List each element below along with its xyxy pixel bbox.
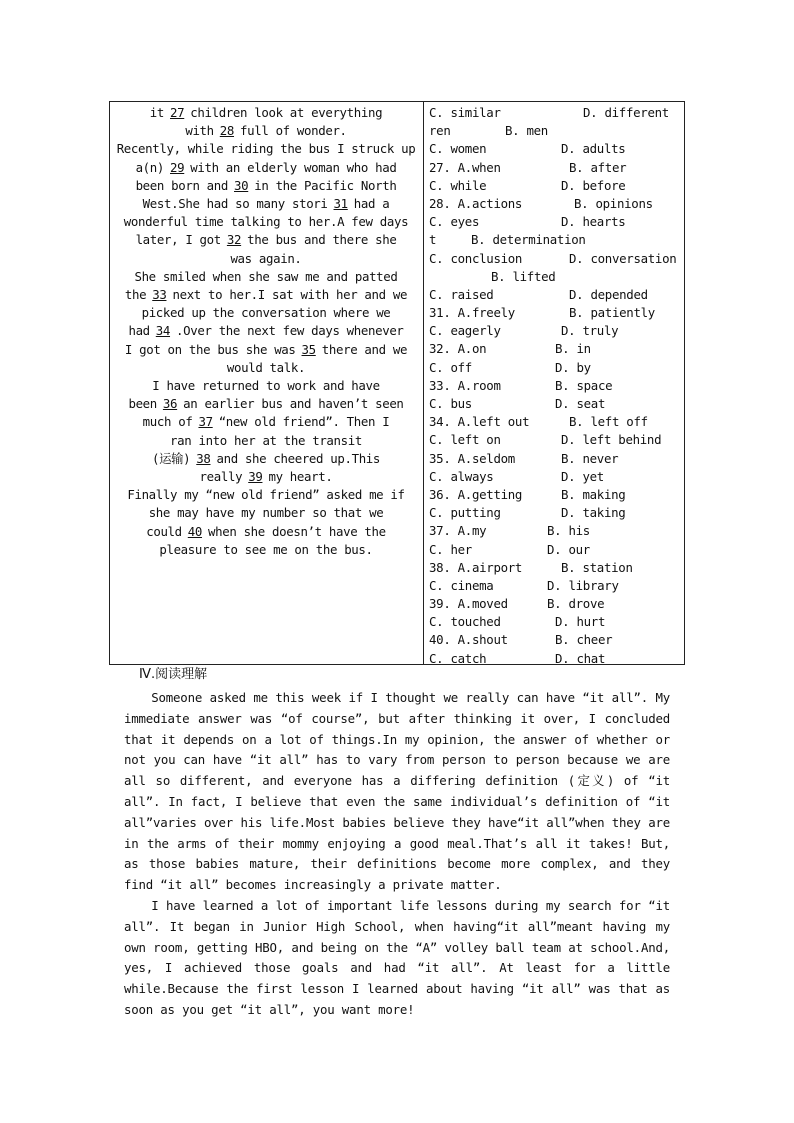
option-left: ren	[429, 123, 451, 139]
passage-text: children look at everything	[190, 105, 383, 120]
option-left: t	[429, 232, 437, 248]
passage-text: the	[124, 287, 147, 303]
option-right: B. making	[561, 486, 626, 502]
option-right: D. taking	[561, 505, 626, 521]
option-left: 33. A.room	[429, 377, 501, 393]
option-row	[429, 577, 683, 595]
cloze-passage	[114, 104, 418, 559]
option-row	[429, 159, 683, 177]
blank-number: 38	[196, 450, 211, 466]
option-right: B. left off	[569, 414, 648, 430]
passage-text: Recently, while riding the bus I struck up	[116, 141, 416, 157]
option-left: 27. A.when	[429, 159, 501, 175]
cloze-table	[109, 101, 685, 665]
option-row	[429, 486, 683, 504]
passage-line	[114, 377, 418, 395]
option-row	[429, 631, 683, 649]
blank-number: 30	[234, 177, 249, 193]
option-left: C. off	[429, 359, 472, 375]
cloze-options	[429, 104, 683, 668]
passage-text: been born and	[135, 177, 228, 193]
passage-text: West.She had so many stori	[142, 196, 328, 212]
option-right: B. after	[569, 159, 627, 175]
option-row	[429, 195, 683, 213]
option-left: 38. A.airport	[429, 559, 523, 575]
option-right: D. hearts	[561, 214, 626, 230]
option-right: B. his	[547, 523, 590, 539]
option-row	[429, 541, 683, 559]
passage-line	[114, 122, 418, 140]
option-row	[429, 413, 683, 431]
option-right: D. adults	[561, 141, 626, 157]
passage-text: an earlier bus and haven’t seen	[183, 396, 404, 412]
passage-line	[114, 450, 418, 468]
blank-number: 31	[333, 196, 348, 212]
blank-number: 32	[226, 232, 242, 248]
blank-number: 29	[170, 159, 185, 175]
passage-text: in the Pacific North	[254, 177, 397, 193]
reading-passage	[124, 688, 670, 1021]
option-right: D. before	[561, 177, 626, 193]
option-right: D. different	[583, 105, 669, 120]
passage-text: would talk.	[226, 359, 306, 375]
blank-number: 40	[187, 523, 203, 539]
option-right: B. in	[555, 341, 591, 357]
passage-text: full of wonder.	[240, 123, 347, 139]
blank-number: 34	[155, 323, 171, 339]
passage-text: I have returned to work and have	[152, 378, 380, 394]
option-left: C. eyes	[429, 214, 480, 230]
option-left: C. while	[429, 177, 487, 193]
passage-text: later, I got	[135, 232, 221, 248]
section-heading: Ⅳ.阅读理解	[139, 667, 208, 682]
option-left: 34. A.left out	[429, 414, 530, 430]
passage-text: it	[149, 105, 165, 120]
option-row	[429, 268, 683, 286]
option-right: D. left behind	[561, 432, 662, 448]
option-row	[429, 304, 683, 322]
blank-number: 35	[301, 341, 316, 357]
option-row	[429, 322, 683, 340]
passage-text: .Over the next few days whenever	[176, 323, 404, 339]
option-right: D. truly	[561, 323, 619, 339]
option-left: C. bus	[429, 396, 472, 411]
passage-text: and she cheered up.This	[216, 450, 381, 466]
option-row	[429, 450, 683, 468]
option-row	[429, 122, 683, 140]
passage-text: “new old friend”. Then I	[218, 414, 390, 430]
passage-line	[114, 213, 418, 231]
option-right: B. never	[561, 450, 619, 466]
passage-line	[114, 268, 418, 286]
blank-number: 27	[170, 105, 185, 120]
passage-text: wonderful time talking to her.A few days	[123, 214, 409, 230]
passage-text: she may have my number so that we	[148, 505, 384, 521]
passage-line	[114, 341, 418, 359]
passage-text: I got on the bus she was	[124, 341, 296, 357]
passage-text: there and we	[321, 341, 408, 357]
passage-line	[114, 195, 418, 213]
option-left: 39. A.moved	[429, 596, 508, 612]
blank-number: 37	[198, 414, 213, 430]
passage-line	[114, 432, 418, 450]
passage-text: had a	[353, 196, 390, 212]
option-row	[429, 177, 683, 195]
option-row	[429, 213, 683, 231]
passage-text: could	[146, 523, 182, 539]
passage-text: She smiled when she saw me and patted	[134, 268, 398, 284]
reading-paragraph: Someone asked me this week if I thought we really can have “it all”. My immediate answer was “of course”, but after thinking it over, I concluded that it depends on a lot of things.In my opinion, the answer of whether or not you can have “it all” has to vary from person to person because we are all so different, and everyone has a differing definition (定义) of “it all”. In fact, I believe that even the same individual’s definition of “it all”varies over his life.Most babies believe they have“it all”when they are in the arms of their mommy enjoying a good meal.That’s all it takes! But, as those babies mature, their definitions become more complex, and they find “it all” becomes increasingly a private matter.	[124, 690, 670, 893]
option-left: C. eagerly	[429, 323, 501, 339]
option-left: C. always	[429, 468, 494, 484]
option-left: 31. A.freely	[429, 305, 515, 321]
option-row	[429, 104, 683, 122]
passage-line	[114, 250, 418, 268]
column-divider	[423, 102, 424, 664]
option-left: C. touched	[429, 614, 501, 630]
passage-line	[114, 159, 418, 177]
option-row	[429, 377, 683, 395]
option-left: C. left on	[429, 432, 501, 448]
option-right: D. yet	[561, 468, 604, 484]
option-row	[429, 431, 683, 449]
option-right: B. determination	[471, 232, 586, 248]
option-row	[429, 359, 683, 377]
option-right: D. depended	[569, 286, 648, 302]
option-left: C. raised	[429, 286, 494, 302]
passage-text: with an elderly woman who had	[190, 159, 397, 175]
passage-text: pleasure to see me on the bus.	[159, 541, 373, 557]
option-left: 37. A.my	[429, 523, 487, 539]
option-row	[429, 613, 683, 631]
option-row	[429, 595, 683, 613]
passage-line	[114, 468, 418, 486]
passage-line	[114, 413, 418, 431]
option-left: C. putting	[429, 505, 501, 521]
option-left: C. cinema	[429, 577, 494, 593]
option-left: C. similar	[429, 105, 501, 120]
option-right: D. library	[547, 577, 619, 593]
option-row	[429, 559, 683, 577]
option-left: 40. A.shout	[429, 632, 508, 648]
passage-text: a(n)	[135, 159, 165, 175]
passage-text: ran into her at the transit	[170, 432, 362, 448]
passage-line	[114, 177, 418, 195]
option-row	[429, 522, 683, 540]
passage-text: much of	[142, 414, 193, 430]
passage-line	[114, 486, 418, 504]
option-row	[429, 250, 683, 268]
option-left: C. conclusion	[429, 250, 523, 266]
option-left: 32. A.on	[429, 341, 487, 357]
blank-number: 39	[248, 469, 263, 485]
passage-line	[114, 504, 418, 522]
passage-text: (运输)	[151, 450, 191, 466]
option-row	[429, 504, 683, 522]
option-right: B. patiently	[569, 305, 655, 321]
passage-line	[114, 140, 418, 158]
blank-number: 33	[152, 287, 167, 303]
passage-text: been	[128, 396, 157, 412]
passage-line	[114, 322, 418, 340]
passage-line	[114, 541, 418, 559]
option-right: D. seat	[555, 396, 606, 411]
passage-text: with	[185, 123, 214, 139]
option-right: B. men	[505, 123, 548, 139]
passage-text: next to her.I sat with her and we	[172, 287, 408, 303]
option-right: D. our	[547, 541, 590, 557]
option-right: D. conversation	[569, 250, 677, 266]
option-row	[429, 140, 683, 158]
passage-text: Finally my “new old friend” asked me if	[127, 487, 405, 503]
option-row	[429, 340, 683, 358]
option-left: 28. A.actions	[429, 195, 523, 211]
passage-text: when she doesn’t have the	[208, 523, 386, 539]
passage-line	[114, 359, 418, 377]
option-left: C. women	[429, 141, 487, 157]
passage-text: was again.	[230, 250, 302, 266]
option-left: C. catch	[429, 650, 487, 666]
option-right: B. opinions	[574, 195, 653, 211]
passage-text: really	[199, 469, 243, 485]
option-right: B. drove	[547, 596, 605, 612]
blank-number: 28	[219, 123, 235, 139]
option-right: D. by	[555, 359, 591, 375]
option-row	[429, 468, 683, 486]
option-left: 35. A.seldom	[429, 450, 515, 466]
passage-text: picked up the conversation where we	[141, 305, 391, 321]
passage-line	[114, 395, 418, 413]
option-row	[429, 286, 683, 304]
passage-line	[114, 523, 418, 541]
option-right: B. station	[561, 559, 633, 575]
option-right: D. hurt	[555, 614, 606, 630]
option-right: B. lifted	[491, 268, 556, 284]
blank-number: 36	[162, 396, 178, 412]
option-row	[429, 395, 683, 413]
option-left: C. her	[429, 541, 472, 557]
reading-paragraph: I have learned a lot of important life lessons during my search for “it all”. It began in Junior High School, when having“it all”meant having my own room, getting HBO, and being on the “A” volley ball team at school.And, yes, I achieved those goals and had “it all”. At least for a little while.Because the first lesson I learned about having “it all” was that as soon as you get “it all”, you want more!	[124, 897, 670, 1017]
option-right: B. cheer	[555, 632, 613, 648]
passage-line	[114, 304, 418, 322]
passage-text: had	[128, 323, 150, 339]
option-right: B. space	[555, 377, 613, 393]
passage-line	[114, 286, 418, 304]
passage-line	[114, 231, 418, 249]
passage-line	[114, 104, 418, 122]
option-row	[429, 231, 683, 249]
passage-text: the bus and there she	[247, 232, 397, 248]
option-right: D. chat	[555, 650, 606, 666]
option-row	[429, 650, 683, 668]
passage-text: my heart.	[268, 469, 333, 485]
option-left: 36. A.getting	[429, 486, 523, 502]
